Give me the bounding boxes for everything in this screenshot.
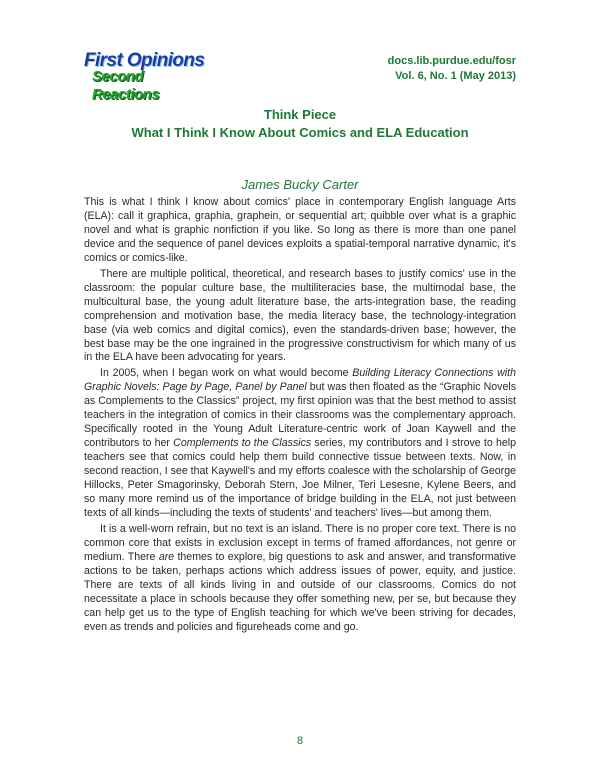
emphasis-are: are — [158, 550, 175, 563]
paragraph-3 — [84, 367, 516, 520]
article-type: Think Piece — [263, 107, 337, 122]
logo-title: First Opinions — [84, 50, 205, 71]
paragraph-4-text-b: themes to explore, big questions to ask and answer, and transformative actions to be taken, perhaps actions which address issues of power, equity, and justice. There are texts of all kinds living in and outside of our classrooms. Comics do not necessitate a place in schools because they offer something new, per se, but because they can help get us to the type of English teaching for which we've been striving for decades, even as trends and policies and figureheads come and go. — [84, 550, 516, 633]
journal-url: docs.lib.purdue.edu/fosr — [387, 55, 516, 67]
series-title: Complements to the Classics — [173, 437, 312, 450]
book-title: Building Literacy Connections with Graphic Novels: Page by Page, Panel by Panel — [84, 367, 516, 394]
paragraph-3-text-c: series, my contributors and I strove to help teachers see that comics could help them build connective tissue between texts. Now, in second reaction, I see that Kaywell's and my efforts coalesce with the scholarship of George Hillocks, Peter Smagorinsky, Deborah Stern, Joe Milner, Teri Lesesne, Kylene Beers, and so many more remind us of the importance of bridge building in the ELA, not just between texts of all kinds—including the texts of students' and teachers' lives—but among them. — [84, 437, 516, 519]
journal-issue: Vol. 6, No. 1 (May 2013) — [395, 70, 516, 82]
journal-logo — [84, 50, 214, 103]
article-author: James Bucky Carter — [241, 177, 359, 192]
paragraph-4-text-a: It is a well-worn refrain, but no text is an island. There is no proper core text. There is no common core that exists in exclusion except in terms of framed affordances, not genre or medium. There — [84, 522, 516, 563]
paragraph-3-text-a: In 2005, when I began work on what would become — [100, 367, 353, 380]
article-title: What I Think I Know About Comics and ELA Education — [131, 125, 469, 140]
article-title-block — [84, 106, 516, 142]
article-body — [84, 196, 516, 635]
paragraph-1: This is what I think I know about comics' place in contemporary English language Arts (ELA): call it graphica, graphia, graphein, or sequential art; quibble over what is a graphic novel and what is graphic nonfiction if you like. So long as there is more than one panel device and the sequence of panel devices exploits a spatial-temporal narrative dynamic, it's comics or comics-like. — [84, 196, 516, 264]
paragraph-4 — [84, 523, 516, 635]
journal-info — [388, 54, 516, 84]
page-number: 8 — [296, 735, 304, 747]
paragraph-3-text-b: but was then floated as the “Graphic Novels as Complements to the Classics” project, my first opinion was that the best method to assist teachers in the integration of comics in their classrooms was the complementary approach. Specifically rooted in the Young Adult Literature-centric work of Joan Kaywell and the contributors to her — [84, 381, 516, 450]
logo-subtitle: Second Reactions — [92, 68, 160, 103]
paragraph-2: There are multiple political, theoretical, and research bases to justify comics' use in the classroom: the popular culture base, the multiliteracies base, the multimodal base, the multicultural base, the young adult literature base, the arts-integration base, the reading comprehension and motivation base, the media literacy base, the technology-integration base (via web comics and digital comics), even the standards-driven base; however, the best base may be the one ingrained in the progressive constructivism for which many of us in the ELA have been advocating for years. — [84, 267, 516, 364]
